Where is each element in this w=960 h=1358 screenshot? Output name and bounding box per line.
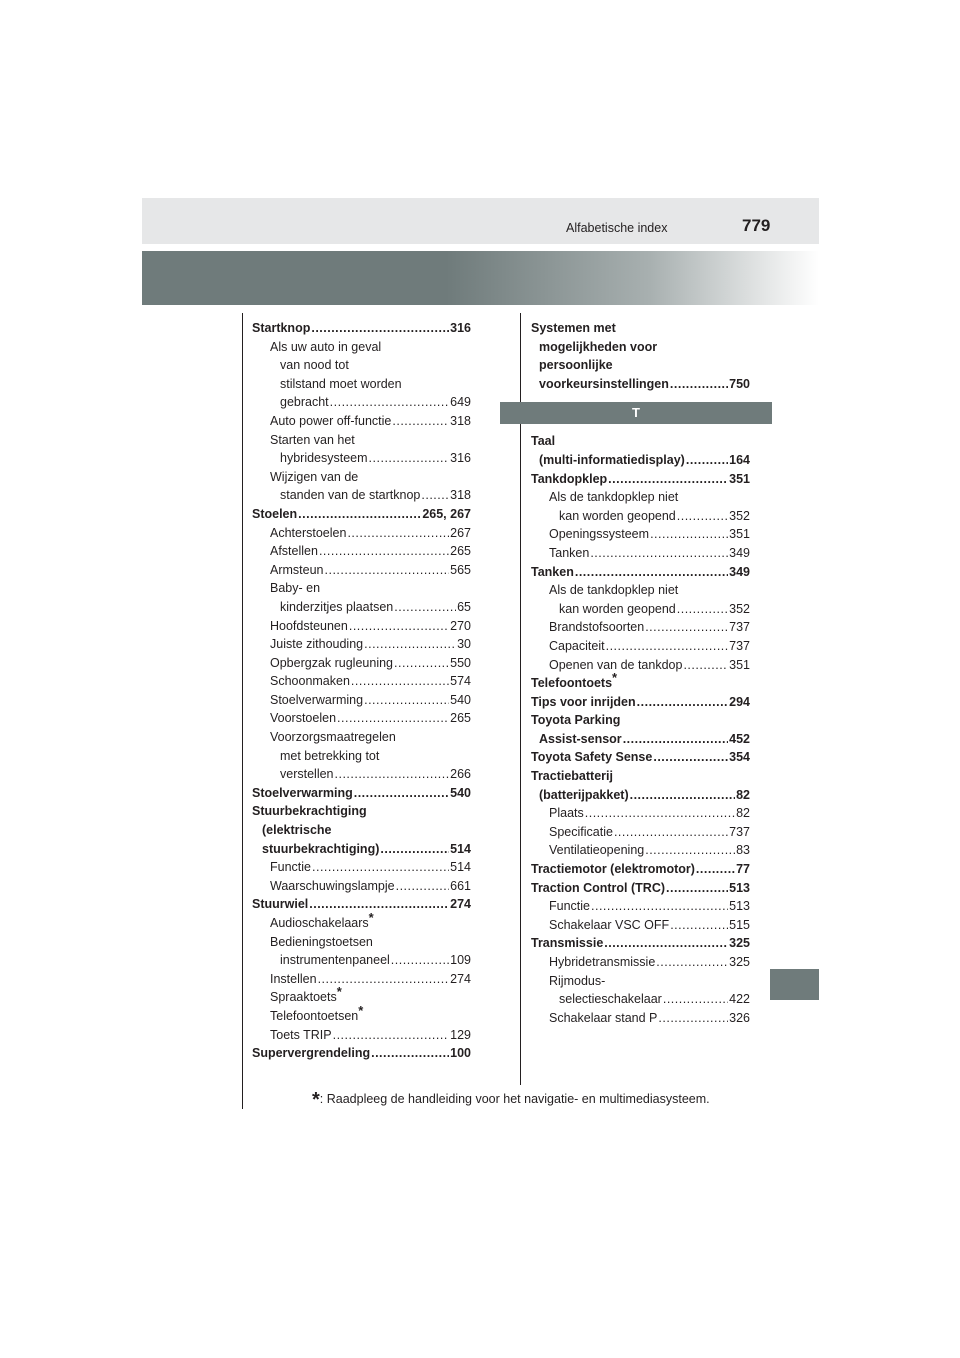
index-subentry	[252, 542, 471, 561]
index-subentry	[531, 916, 750, 935]
entry-text: stuurbekrachtiging)	[262, 841, 380, 856]
entry-text: Afstellen	[270, 544, 318, 559]
index-entry	[252, 1044, 471, 1063]
page-reference[interactable]: 737	[729, 638, 750, 653]
dot-leader	[309, 895, 449, 914]
index-subentry	[531, 637, 750, 656]
dot-leader	[364, 635, 456, 654]
entry-text: Bedieningstoetsen	[270, 934, 373, 949]
index-subentry	[531, 525, 750, 544]
index-entry	[531, 563, 750, 582]
index-entry	[252, 784, 471, 803]
page-reference[interactable]: 265, 267	[422, 506, 471, 521]
entry-text: Openen van de tankdop	[549, 657, 683, 672]
entry-text: Openingssysteem	[549, 527, 650, 542]
entry-text: Functie	[549, 899, 590, 914]
page-reference[interactable]: 661	[450, 878, 471, 893]
entry-text: Wijzigen van de	[270, 469, 359, 484]
page-reference[interactable]: 109	[450, 953, 471, 968]
entry-text: Schakelaar VSC OFF	[549, 917, 670, 932]
entry-text: Starten van het	[270, 432, 355, 447]
entry-text: Specificatie	[549, 824, 613, 839]
footnote-marker: *	[358, 1002, 364, 1018]
index-subentry	[531, 656, 750, 675]
page-reference[interactable]: 422	[729, 992, 750, 1007]
index-subentry	[252, 858, 471, 877]
entry-text: Waarschuwingslampje	[270, 878, 395, 893]
page-reference[interactable]: 316	[450, 451, 471, 466]
page-reference[interactable]: 351	[729, 471, 750, 486]
entry-text: Brandstofsoorten	[549, 620, 645, 635]
index-subentry	[252, 877, 471, 896]
index-subentry	[252, 933, 471, 970]
entry-text: met betrekking tot	[280, 748, 380, 763]
index-entry	[531, 748, 750, 767]
page-reference[interactable]: 737	[729, 824, 750, 839]
index-subentry	[531, 581, 750, 618]
dot-leader	[575, 563, 728, 582]
index-subentry	[252, 709, 471, 728]
page-reference[interactable]: 267	[450, 525, 471, 540]
index-entry	[252, 895, 471, 914]
page-reference[interactable]: 318	[450, 413, 471, 428]
entry-text: Transmissie	[531, 936, 604, 951]
page-reference[interactable]: 274	[450, 971, 471, 986]
entry-text: Als de tankdopklep niet	[549, 583, 679, 598]
dot-leader	[394, 654, 449, 673]
dot-leader	[585, 804, 735, 823]
dot-leader	[658, 1009, 728, 1028]
page-reference[interactable]: 550	[450, 655, 471, 670]
index-entry	[531, 470, 750, 489]
dot-leader	[396, 877, 450, 896]
index-subentry	[531, 897, 750, 916]
index-subentry	[252, 1026, 471, 1045]
page-reference[interactable]: 266	[450, 767, 471, 782]
index-subentry	[531, 804, 750, 823]
entry-text: stilstand moet worden	[280, 376, 402, 391]
entry-text: Tips voor inrijden	[531, 694, 636, 709]
entry-text: (batterijpakket)	[539, 787, 629, 802]
dot-leader	[333, 1026, 450, 1045]
entry-text: van nood tot	[280, 358, 349, 373]
footnote-marker: *	[336, 984, 342, 1000]
page-reference[interactable]: 326	[729, 1010, 750, 1025]
entry-text: Capaciteit	[549, 638, 605, 653]
dot-leader	[645, 618, 728, 637]
index-subentry	[252, 431, 471, 468]
page-reference[interactable]: 737	[729, 620, 750, 635]
entry-text: persoonlijke	[539, 358, 613, 373]
page-reference[interactable]: 540	[450, 785, 471, 800]
page-reference[interactable]: 540	[450, 692, 471, 707]
dot-leader	[630, 786, 735, 805]
entry-text: Ventilatieopening	[549, 843, 645, 858]
entry-text: Spraaktoets	[270, 990, 337, 1005]
index-column-right-main	[531, 432, 750, 1027]
page-reference[interactable]: 318	[450, 488, 471, 503]
index-subentry	[531, 1009, 750, 1028]
page-reference[interactable]: 65	[457, 599, 471, 614]
index-column-right	[531, 319, 750, 1027]
page-reference[interactable]: 265	[450, 544, 471, 559]
header-title: Alfabetische index	[566, 221, 668, 235]
dot-leader	[656, 953, 728, 972]
entry-text: Als de tankdopklep niet	[549, 490, 679, 505]
dot-leader	[369, 449, 450, 468]
entry-text: Audioschakelaars	[270, 916, 369, 930]
index-subentry	[531, 618, 750, 637]
dot-leader	[637, 693, 728, 712]
entry-text: Als uw auto in geval	[270, 339, 382, 354]
dot-leader	[653, 748, 728, 767]
index-entry	[531, 934, 750, 953]
footnote-marker: *	[612, 670, 618, 686]
page-reference[interactable]: 274	[450, 897, 471, 912]
page-reference[interactable]: 514	[450, 841, 471, 856]
page-reference[interactable]: 352	[729, 601, 750, 616]
entry-text: Auto power off-functie	[270, 413, 392, 428]
entry-text: Stoelverwarming	[270, 692, 364, 707]
page-reference[interactable]: 129	[450, 1027, 471, 1042]
page-reference[interactable]: 351	[729, 657, 750, 672]
dot-leader	[686, 451, 728, 470]
dot-leader	[394, 598, 456, 617]
entry-text: Stoelen	[252, 506, 298, 521]
entry-text: Hybridetransmissie	[549, 955, 656, 969]
dot-leader	[347, 524, 449, 543]
dot-leader	[604, 934, 728, 953]
entry-text: Telefoontoetsen	[270, 1008, 359, 1023]
dot-leader	[590, 544, 728, 563]
entry-text: verstellen	[280, 767, 334, 782]
entry-text: Voorzorgsmaatregelen	[270, 730, 396, 745]
dot-leader	[335, 765, 450, 784]
dot-leader	[606, 637, 729, 656]
index-subentry	[531, 972, 750, 1009]
dot-leader	[325, 561, 450, 580]
entry-text: voorkeursinstellingen	[539, 376, 669, 391]
dot-leader	[319, 542, 449, 561]
entry-text: (elektrische	[262, 823, 332, 838]
entry-text: Juiste zithouding	[270, 637, 364, 652]
dot-leader	[337, 709, 449, 728]
entry-text: Tanken	[531, 564, 574, 579]
dot-leader	[392, 412, 449, 431]
entry-text: Plaats	[549, 806, 584, 821]
dot-leader	[608, 470, 728, 489]
entry-text: Stuurbekrachtiging	[252, 804, 367, 819]
page-reference[interactable]: 649	[450, 395, 471, 410]
dot-leader	[650, 525, 728, 544]
dot-leader	[614, 823, 728, 842]
page-reference[interactable]: 265	[450, 711, 471, 726]
index-subentry	[252, 654, 471, 673]
entry-text: Achterstoelen	[270, 525, 347, 540]
index-subentry	[252, 468, 471, 505]
page-reference[interactable]: 349	[729, 564, 750, 579]
dot-leader	[663, 990, 728, 1009]
index-subentry	[531, 544, 750, 563]
index-subentry	[531, 823, 750, 842]
entry-text: Traction Control (TRC)	[531, 880, 666, 895]
dot-leader	[645, 841, 735, 860]
footnote	[312, 1089, 710, 1112]
index-subentry	[252, 672, 471, 691]
index-entry	[531, 711, 750, 748]
index-subentry	[252, 338, 471, 412]
index-subentry	[252, 412, 471, 431]
page-reference[interactable]: 514	[450, 860, 471, 875]
footnote-marker: *	[368, 910, 374, 925]
entry-text: Taal	[531, 434, 556, 449]
entry-text: Schakelaar stand P	[549, 1010, 658, 1025]
page-reference[interactable]: 30	[457, 637, 471, 652]
index-entry	[531, 860, 750, 879]
entry-text: mogelijkheden voor	[539, 339, 658, 354]
index-subentry	[252, 1002, 471, 1026]
index-entry	[531, 670, 750, 693]
index-entry	[531, 319, 750, 393]
footnote-text: : Raadpleeg de handleiding voor het navigatie- en multimediasysteem.	[319, 1092, 710, 1106]
entry-text: Assist-sensor	[539, 731, 622, 746]
dot-leader	[298, 505, 421, 524]
page-reference[interactable]: 574	[450, 674, 471, 689]
entry-text: selectieschakelaar	[559, 992, 662, 1007]
page-reference[interactable]: 750	[729, 376, 750, 391]
dot-leader	[683, 656, 728, 675]
page-reference[interactable]: 100	[450, 1046, 471, 1061]
dot-leader	[391, 951, 449, 970]
index-subentry	[252, 970, 471, 989]
page-reference[interactable]: 513	[729, 880, 750, 895]
page-reference[interactable]: 354	[729, 750, 750, 765]
dot-leader	[380, 840, 449, 859]
left-column-rule	[242, 313, 243, 1109]
page-reference[interactable]: 351	[729, 527, 750, 542]
page-reference[interactable]: 565	[450, 562, 471, 577]
page-reference[interactable]: 316	[450, 321, 471, 335]
entry-text: (multi-informatiedisplay)	[539, 452, 685, 467]
page-reference[interactable]: 325	[729, 936, 750, 951]
dot-leader	[351, 672, 449, 691]
dot-leader	[677, 507, 728, 526]
page-reference[interactable]: 513	[729, 899, 750, 914]
index-subentry	[252, 910, 471, 933]
index-subentry	[252, 561, 471, 580]
dot-leader	[354, 784, 449, 803]
entry-text: instrumentenpaneel	[280, 953, 390, 968]
entry-text: kinderzitjes plaatsen	[280, 599, 394, 614]
entry-text: Systemen met	[531, 321, 616, 335]
index-entry	[252, 319, 471, 338]
entry-text: Toyota Safety Sense	[531, 750, 653, 765]
entry-text: Voorstoelen	[270, 711, 337, 726]
index-subentry	[252, 617, 471, 636]
index-entry	[531, 767, 750, 804]
page-reference[interactable]: 270	[450, 618, 471, 633]
entry-text: hybridesysteem	[280, 451, 368, 466]
entry-text: Baby- en	[270, 581, 321, 596]
entry-text: gebracht	[280, 395, 329, 410]
entry-text: Stuurwiel	[252, 897, 309, 912]
dot-leader	[677, 600, 728, 619]
dot-leader	[623, 730, 728, 749]
entry-text: Stoelverwarming	[252, 785, 353, 800]
index-entry	[252, 505, 471, 524]
entry-text: Rijmodus-	[549, 973, 606, 988]
entry-text: Supervergrendeling	[252, 1046, 371, 1061]
index-subentry	[252, 635, 471, 654]
index-entry	[531, 693, 750, 712]
page-number: 779	[742, 216, 771, 235]
chapter-band	[142, 251, 819, 305]
dot-leader	[364, 691, 449, 710]
dot-leader	[330, 393, 449, 412]
entry-text: Telefoontoets	[531, 676, 613, 691]
index-column-left	[252, 319, 471, 1063]
dot-leader	[349, 617, 449, 636]
entry-text: Armsteun	[270, 562, 324, 577]
entry-text: Functie	[270, 860, 311, 875]
entry-text: Tractiemotor (elektromotor)	[531, 862, 695, 877]
index-subentry	[252, 691, 471, 710]
page-reference[interactable]: 352	[729, 508, 750, 523]
index-column-right-top	[531, 319, 750, 393]
entry-text: Startknop	[252, 321, 311, 335]
index-subentry	[252, 524, 471, 543]
page-reference[interactable]: 82	[736, 806, 750, 821]
entry-text: Tractiebatterij	[531, 769, 613, 784]
index-subentry	[252, 728, 471, 784]
entry-text: Schoonmaken	[270, 674, 350, 689]
index-entry	[252, 802, 471, 858]
page-reference[interactable]: 515	[729, 917, 750, 932]
footnote-star: *	[312, 1089, 320, 1111]
dot-leader	[670, 375, 728, 394]
page-reference[interactable]: 452	[729, 731, 750, 746]
entry-text: Instellen	[270, 971, 317, 986]
dot-leader	[421, 486, 449, 505]
dot-leader	[696, 860, 735, 879]
index-subentry	[531, 841, 750, 860]
page-reference[interactable]: 325	[729, 955, 750, 969]
entry-text: standen van de startknop	[280, 488, 421, 503]
entry-text: kan worden geopend	[559, 508, 676, 523]
entry-text: Opbergzak rugleuning	[270, 655, 393, 670]
dot-leader	[312, 858, 449, 877]
index-subentry	[531, 488, 750, 525]
middle-column-rule	[520, 313, 521, 1085]
dot-leader	[591, 897, 728, 916]
dot-leader	[311, 319, 449, 338]
index-entry	[531, 879, 750, 898]
page-reference[interactable]: 164	[729, 452, 750, 467]
entry-text: Hoofdsteunen	[270, 618, 348, 633]
page-reference[interactable]: 294	[729, 694, 750, 709]
section-letter-bar: T	[500, 402, 772, 424]
dot-leader	[371, 1044, 449, 1063]
entry-text: Tankdopklep	[531, 471, 608, 486]
page-reference[interactable]: 83	[736, 843, 750, 858]
page-reference[interactable]: 77	[736, 862, 750, 877]
entry-text: Toyota Parking	[531, 713, 621, 728]
index-entry	[531, 432, 750, 469]
entry-text: Tanken	[549, 545, 590, 560]
entry-text: Toets TRIP	[270, 1027, 332, 1042]
page-reference[interactable]: 349	[729, 545, 750, 560]
index-subentry	[252, 579, 471, 616]
chapter-side-tab	[770, 969, 819, 1000]
page-reference[interactable]: 82	[736, 787, 750, 802]
header-bar	[142, 198, 819, 244]
index-subentry	[531, 953, 750, 972]
dot-leader	[670, 916, 728, 935]
entry-text: kan worden geopend	[559, 601, 676, 616]
dot-leader	[666, 879, 728, 898]
